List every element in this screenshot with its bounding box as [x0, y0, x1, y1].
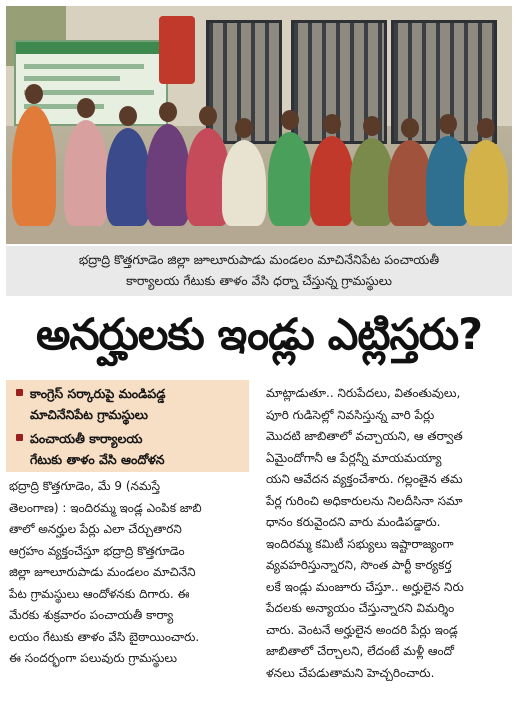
- protester-figure: [12, 106, 56, 226]
- article-line: లకే ఇండ్లు మంజూరు చేస్తూ.. అర్హులైన నిరు: [266, 579, 464, 594]
- protester-head: [439, 114, 457, 134]
- highlights-box: [6, 380, 249, 472]
- protester-head: [25, 84, 43, 104]
- caption-line-1: భద్రాద్రి కొత్తగూడెం జిల్లా జూలూరుపాడు మండలం మాచినేనిపేట పంచాయతీ: [78, 252, 440, 267]
- article-line: తాలో అనర్హుల పేర్లు ఎలా చేర్చుతారని: [9, 522, 182, 536]
- highlight-line: మాచినేనిపేట గ్రామస్థులు: [30, 407, 148, 422]
- protester-figure: [64, 120, 108, 226]
- article-line: ఈ సందర్భంగా పలువురు గ్రామస్థులు: [9, 651, 178, 665]
- news-photo: [6, 6, 512, 244]
- bullet-icon: [16, 434, 23, 441]
- protester-head: [235, 118, 253, 138]
- protester-figure: [222, 140, 266, 226]
- protester-head: [119, 106, 137, 126]
- protester-figure: [310, 136, 354, 226]
- bullet-icon: [16, 389, 23, 396]
- photo-postbox: [159, 16, 195, 84]
- article-line: చారు. వెంటనే అర్హులైన అందరి పేర్లు ఇండ్ల: [266, 622, 458, 637]
- highlight-item: [16, 383, 248, 425]
- article-line: మొదటి జాబితాలో వచ్చాయని, ఆ తర్వాత: [266, 429, 463, 443]
- protester-head: [281, 110, 299, 130]
- highlight-line: గేటుకు తాళం వేసి ఆందోళన: [30, 452, 165, 467]
- article-line: పేదలకు అన్యాయం చేస్తున్నారని విమర్శిం: [266, 601, 455, 615]
- protester-figure: [106, 128, 150, 226]
- article-line: భద్రాద్రి కొత్తగూడెం, మే 9 (నమస్తే: [9, 479, 161, 493]
- highlight-item: [16, 428, 248, 470]
- highlight-line: కాంగ్రెస్ సర్కారుపై మండిపడ్డ: [30, 386, 166, 401]
- protester-head: [77, 98, 95, 118]
- article-line: వ్యవహరిస్తున్నారని, సొంత పార్టీ కార్యకర్త: [266, 558, 452, 572]
- article-line: జాబితాలో చేర్చాలని, లేదంటే మళ్లీ ఆందో: [266, 644, 454, 658]
- photo-caption: [6, 246, 512, 296]
- protester-figure: [268, 132, 312, 226]
- article-line: పేర్ల గురించి అధికారులను నిలదీసినా సమా: [266, 493, 463, 508]
- protester-head: [159, 102, 177, 122]
- protester-head: [199, 106, 217, 126]
- article-line: ధానం కరువైందని వారు మండిపడ్డారు.: [266, 515, 441, 529]
- article-line: తెలంగాణ) : ఇందిరమ్మ ఇండ్ల ఎంపిక జాబి: [9, 500, 202, 515]
- article-line: ఇందిరమ్మ కమిటీ సభ్యులు ఇష్టారాజ్యంగా: [266, 536, 454, 551]
- article-right-column: [266, 383, 514, 684]
- article-line: ఏమైందోగానీ ఆ పేర్లన్నీ మాయమయ్యా: [266, 450, 442, 465]
- article-left-column: [9, 476, 249, 670]
- protester-head: [323, 114, 341, 134]
- article-line: ఆగ్రహం వ్యక్తంచేస్తూ భద్రాద్రి కొత్తగూడెం: [9, 543, 185, 558]
- article-line: ళనలు చేపడుతామని హెచ్చరించారు.: [266, 665, 435, 680]
- headline: అనర్హులకు ఇండ్లు ఎట్లిస్తరు?: [35, 310, 483, 360]
- article-line: లయం గేటుకు తాళం వేసి బైఠాయించారు.: [9, 629, 200, 644]
- protester-head: [363, 116, 381, 136]
- highlight-line: పంచాయతీ కార్యాలయ: [30, 431, 143, 446]
- caption-line-2: కార్యాలయ గేటుకు తాళం వేసి ధర్నా చేస్తున్న గ్రామస్థులు: [126, 273, 392, 288]
- protester-figure: [464, 140, 508, 226]
- protester-head: [401, 118, 419, 138]
- protester-head: [477, 118, 495, 138]
- article-line: జిల్లా జూలూరుపాడు మండలం మాచినేని: [9, 565, 196, 579]
- protester-figure: [146, 124, 190, 226]
- article-line: పేట గ్రామస్థులు ఆందోళనకు దిగారు. ఈ: [9, 586, 190, 601]
- article-line: మేరకు శుక్రవారం పంచాయతీ కార్యా: [9, 608, 174, 622]
- article-line: పూరి గుడిసెల్లో నివసిస్తున్న వారి పేర్లు: [266, 407, 435, 422]
- article-line: మాట్లాడుతూ.. నిరుపేదలు, వితంతువులు,: [266, 386, 461, 400]
- article-line: యని ఆవేదన వ్యక్తంచేశారు. గల్లంతైన తమ: [266, 472, 463, 486]
